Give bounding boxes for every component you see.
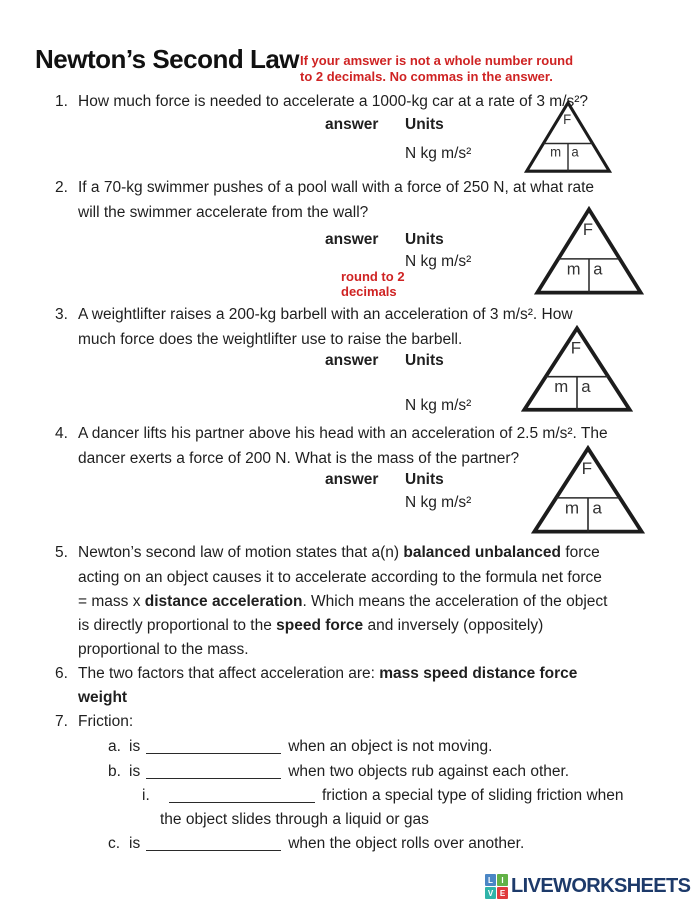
units-label: Units: [405, 116, 444, 133]
question-7b-number: b.: [108, 763, 121, 780]
liveworksheets-logo-icon: [485, 874, 508, 899]
units-label: Units: [405, 471, 444, 488]
question-5-line-1: [55, 543, 600, 563]
question-6-number: 6.: [55, 665, 68, 682]
triangle-label-m: m: [550, 144, 562, 160]
question-7b-i-line-1: [142, 786, 624, 806]
question-5-text-3: = mass x: [78, 593, 145, 610]
question-4-answer-row: [325, 471, 444, 489]
fill-blank-7b-i[interactable]: [169, 788, 315, 803]
question-7b-i-suffix: friction a special type of sliding friction when: [322, 787, 624, 804]
question-2-line-2: will the swimmer accelerate from the wall?: [78, 204, 369, 221]
triangle-label-a: a: [592, 498, 602, 518]
question-3-line-1: [55, 305, 573, 325]
liveworksheets-logo-text: LIVEWORKSHEETS: [511, 875, 691, 897]
worksheet-title: Newton’s Second Law: [35, 44, 300, 74]
fill-blank-7b[interactable]: [146, 764, 281, 779]
question-2-units-options[interactable]: N kg m/s²: [405, 253, 472, 270]
question-6-text-1: The two factors that affect acceleration are:: [78, 665, 380, 682]
triangle-label-m: m: [564, 498, 580, 518]
force-triangle-diagram-2: [534, 206, 644, 296]
question-7a-prefix: is: [129, 738, 141, 755]
question-1-answer-row: [325, 116, 444, 134]
question-4-line-1: [55, 424, 608, 444]
question-6-line-2-weight[interactable]: weight: [78, 689, 128, 706]
question-3-answer-row: [325, 352, 444, 370]
triangle-label-f: F: [581, 459, 593, 479]
triangle-label-a: a: [593, 259, 603, 279]
question-3-number: 3.: [55, 306, 68, 323]
force-triangle-diagram-1: [524, 100, 612, 174]
question-1-number: 1.: [55, 93, 68, 110]
question-5-line-2: acting on an object causes it to accelerate according to the formula net force: [78, 569, 602, 586]
question-5-line-5: proportional to the mass.: [78, 641, 249, 658]
question-1-line-1: [55, 92, 588, 112]
question-4-text-1: A dancer lifts his partner above his head with an acceleration of 2.5 m/s². The: [78, 425, 608, 442]
question-2-number: 2.: [55, 179, 68, 196]
question-7b-suffix: when two objects rub against each other.: [288, 763, 570, 780]
triangle-label-f: F: [582, 220, 593, 240]
question-4-number: 4.: [55, 425, 68, 442]
force-triangle-diagram-3: [521, 325, 633, 413]
liveworksheets-logo[interactable]: [485, 874, 690, 899]
logo-cell-l: L: [485, 874, 496, 886]
question-5-text-4: is directly proportional to the: [78, 617, 277, 634]
question-2-line-1: [55, 178, 594, 198]
question-7a-number: a.: [108, 738, 121, 755]
question-7b-i-line-2: the object slides through a liquid or gas: [160, 811, 429, 828]
units-label: Units: [405, 231, 444, 248]
triangle-label-f: F: [570, 338, 582, 358]
question-3-units-options[interactable]: N kg m/s²: [405, 397, 472, 414]
triangle-label-a: a: [571, 144, 579, 160]
logo-cell-v: V: [485, 887, 496, 899]
word-choice-speed-force[interactable]: speed force: [276, 617, 364, 634]
logo-cell-e: E: [497, 887, 508, 899]
question-7c-line: [108, 834, 524, 854]
fill-blank-7a[interactable]: [146, 739, 281, 754]
question-3-line-2: much force does the weightlifter use to raise the barbell.: [78, 331, 463, 348]
force-triangle-diagram-4: [531, 445, 645, 535]
question-7c-prefix: is: [129, 835, 141, 852]
question-7b-line: [108, 762, 569, 782]
question-5-line-3: [78, 592, 607, 612]
question-2-text-1: If a 70-kg swimmer pushes of a pool wall with a force of 250 N, at what rate: [78, 179, 595, 196]
question-3-text-1: A weightlifter raises a 200-kg barbell with an acceleration of 3 m/s². How: [78, 306, 573, 323]
question-7b-prefix: is: [129, 763, 141, 780]
header-note-line-2: to 2 decimals. No commas in the answer.: [300, 69, 553, 84]
question-7a-suffix: when an object is not moving.: [288, 738, 493, 755]
question-7-heading: [55, 712, 133, 732]
answer-label: answer: [325, 231, 379, 248]
triangle-label-m: m: [566, 259, 581, 279]
question-5-line-4: [78, 616, 543, 636]
fill-blank-7c[interactable]: [146, 836, 281, 851]
round-note-line-1: round to 2: [341, 269, 405, 284]
round-to-2-decimals-note: [341, 269, 405, 299]
question-7c-number: c.: [108, 835, 121, 852]
answer-label: answer: [325, 352, 379, 369]
round-note-line-2: decimals: [341, 284, 397, 299]
triangle-label-a: a: [581, 377, 591, 397]
question-7-number: 7.: [55, 713, 68, 730]
question-1-units-options[interactable]: N kg m/s²: [405, 145, 472, 162]
answer-label: answer: [325, 471, 379, 488]
word-choice-acceleration-factors[interactable]: mass speed distance force: [379, 665, 578, 682]
header-note-line-1: If your amswer is not a whole number round: [300, 53, 574, 68]
question-1-text: How much force is needed to accelerate a 1000-kg car at a rate of 3 m/s²?: [78, 93, 589, 110]
triangle-label-m: m: [554, 377, 569, 397]
question-7c-suffix: when the object rolls over another.: [288, 835, 525, 852]
question-6-line-1: [55, 664, 577, 684]
question-4-line-2: dancer exerts a force of 200 N. What is the mass of the partner?: [78, 450, 520, 467]
question-2-answer-row: [325, 231, 444, 249]
answer-label: answer: [325, 116, 379, 133]
question-7-heading-text: Friction:: [78, 713, 134, 730]
question-5-text-1: Newton’s second law of motion states that a(n): [78, 544, 404, 561]
question-5-text-3-tail: . Which means the acceleration of the object: [302, 593, 608, 610]
question-7b-i-number: i.: [142, 787, 150, 804]
triangle-label-f: F: [563, 111, 572, 128]
question-7a-line: [108, 737, 492, 757]
word-choice-balanced-unbalanced[interactable]: balanced unbalanced: [403, 544, 562, 561]
question-5-text-4-tail: and inversely (oppositely): [363, 617, 544, 634]
question-4-units-options[interactable]: N kg m/s²: [405, 494, 472, 511]
question-5-number: 5.: [55, 544, 68, 561]
question-5-text-1-tail: force: [561, 544, 600, 561]
word-choice-distance-acceleration[interactable]: distance acceleration: [144, 593, 303, 610]
logo-cell-i: I: [497, 874, 508, 886]
header-instruction-note: [300, 53, 573, 85]
units-label: Units: [405, 352, 444, 369]
